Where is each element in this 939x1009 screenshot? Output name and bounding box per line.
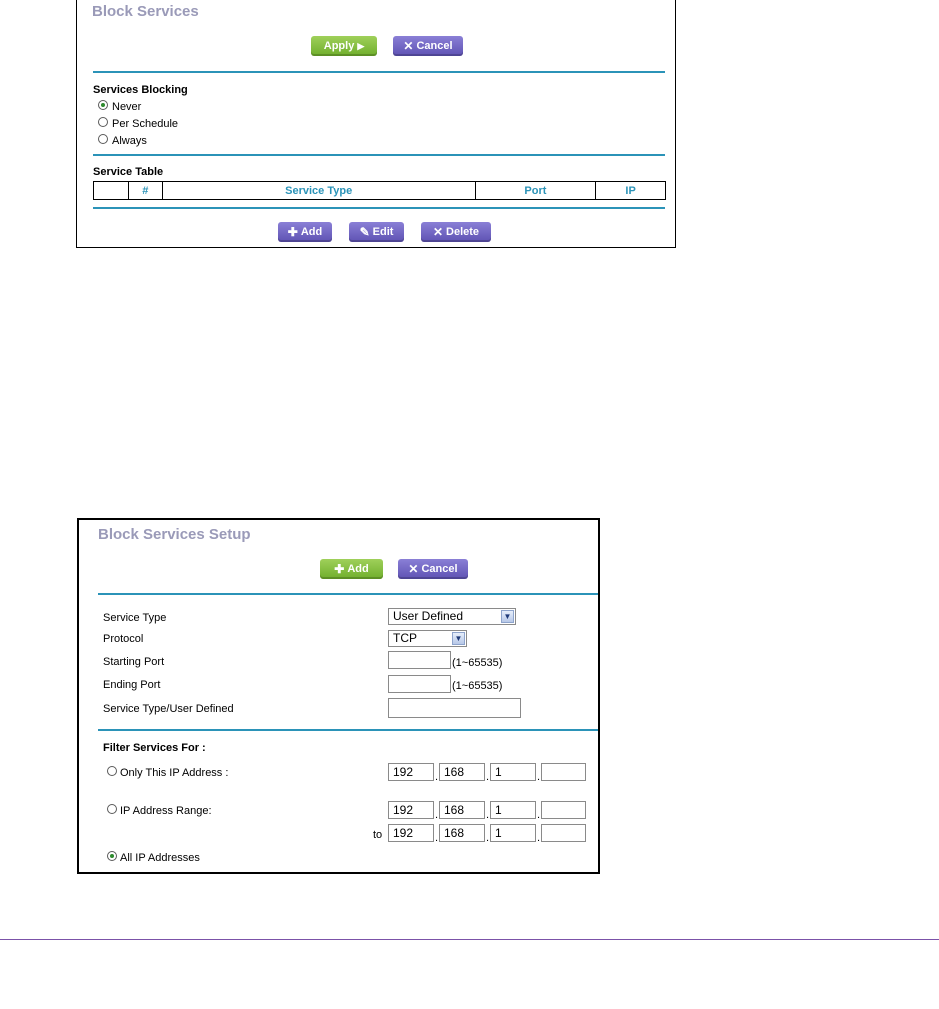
apply-button[interactable] bbox=[311, 36, 377, 56]
never-label: Never bbox=[112, 101, 142, 113]
ip-dot: . bbox=[486, 809, 490, 821]
service-user-defined-input[interactable] bbox=[388, 698, 521, 718]
add-label: Add bbox=[347, 563, 369, 575]
range-to-octet-2[interactable]: 168 bbox=[439, 824, 485, 842]
ending-port-label: Ending Port bbox=[103, 679, 161, 691]
edit-label: Edit bbox=[372, 226, 394, 238]
cancel-button[interactable] bbox=[398, 559, 468, 579]
filter-services-label: Filter Services For : bbox=[103, 742, 206, 754]
ip-dot: . bbox=[537, 832, 541, 844]
add-button[interactable] bbox=[320, 559, 383, 579]
always-label: Always bbox=[112, 135, 147, 147]
header-port: Port bbox=[475, 182, 596, 200]
edit-button[interactable] bbox=[349, 222, 404, 242]
delete-label: Delete bbox=[446, 226, 480, 238]
ip-dot: . bbox=[435, 809, 439, 821]
only-ip-radio[interactable] bbox=[107, 766, 117, 776]
range-from-octet-2[interactable]: 168 bbox=[439, 801, 485, 819]
ip-dot: . bbox=[486, 832, 490, 844]
range-to-octet-1[interactable]: 192 bbox=[388, 824, 434, 842]
ending-port-range: (1~65535) bbox=[452, 680, 503, 692]
to-label: to bbox=[373, 829, 383, 841]
protocol-value: TCP bbox=[393, 631, 417, 645]
add-label: Add bbox=[300, 226, 323, 238]
ip-dot: . bbox=[537, 809, 541, 821]
divider bbox=[93, 207, 665, 209]
footer-divider bbox=[0, 939, 939, 940]
protocol-select[interactable] bbox=[388, 630, 467, 647]
panel-title: Block Services Setup bbox=[98, 526, 251, 543]
ending-port-input[interactable] bbox=[388, 675, 451, 693]
services-blocking-label: Services Blocking bbox=[93, 84, 188, 96]
delete-button[interactable] bbox=[421, 222, 491, 242]
only-ip-octet-3[interactable]: 1 bbox=[490, 763, 536, 781]
starting-port-range: (1~65535) bbox=[452, 657, 503, 669]
cancel-button[interactable] bbox=[393, 36, 463, 56]
per-schedule-radio[interactable] bbox=[98, 117, 108, 127]
divider bbox=[93, 71, 665, 73]
range-from-octet-3[interactable]: 1 bbox=[490, 801, 536, 819]
header-select bbox=[94, 182, 129, 200]
play-icon: ▶ bbox=[357, 40, 365, 51]
starting-port-label: Starting Port bbox=[103, 656, 165, 668]
ip-range-label: IP Address Range: bbox=[120, 805, 212, 817]
chevron-down-icon: ▼ bbox=[501, 610, 514, 623]
service-table bbox=[93, 181, 666, 200]
ip-range-radio[interactable] bbox=[107, 804, 117, 814]
only-ip-label: Only This IP Address : bbox=[120, 767, 229, 779]
close-icon: ✕ bbox=[408, 562, 419, 576]
plus-icon: ✚ bbox=[334, 562, 345, 576]
range-from-octet-1[interactable]: 192 bbox=[388, 801, 434, 819]
block-services-setup-panel bbox=[77, 518, 600, 874]
per-schedule-label: Per Schedule bbox=[112, 118, 179, 130]
header-number: # bbox=[128, 182, 162, 200]
only-ip-octet-4[interactable] bbox=[541, 763, 586, 781]
ip-dot: . bbox=[486, 771, 490, 783]
divider bbox=[98, 593, 598, 595]
cancel-label: Cancel bbox=[421, 563, 458, 575]
range-to-octet-4[interactable] bbox=[541, 824, 586, 842]
starting-port-input[interactable] bbox=[388, 651, 451, 669]
panel-title: Block Services bbox=[92, 3, 199, 20]
range-from-octet-4[interactable] bbox=[541, 801, 586, 819]
table-header-row bbox=[94, 182, 666, 200]
apply-label: Apply bbox=[323, 40, 355, 52]
service-user-defined-label: Service Type/User Defined bbox=[103, 703, 234, 715]
header-service-type: Service Type bbox=[162, 182, 475, 200]
ip-dot: . bbox=[537, 771, 541, 783]
pencil-icon: ✎ bbox=[359, 225, 370, 239]
ip-dot: . bbox=[435, 832, 439, 844]
always-radio[interactable] bbox=[98, 134, 108, 144]
all-ip-label: All IP Addresses bbox=[120, 852, 200, 864]
never-radio[interactable] bbox=[98, 100, 108, 110]
only-ip-octet-1[interactable]: 192 bbox=[388, 763, 434, 781]
add-button[interactable] bbox=[278, 222, 332, 242]
chevron-down-icon: ▼ bbox=[452, 632, 465, 645]
range-to-octet-3[interactable]: 1 bbox=[490, 824, 536, 842]
service-table-label: Service Table bbox=[93, 166, 164, 178]
service-type-value: User Defined bbox=[393, 609, 464, 623]
header-ip: IP bbox=[596, 182, 666, 200]
service-type-select[interactable] bbox=[388, 608, 516, 625]
ip-dot: . bbox=[435, 771, 439, 783]
cancel-label: Cancel bbox=[416, 40, 453, 52]
protocol-label: Protocol bbox=[103, 633, 144, 645]
block-services-panel bbox=[76, 0, 676, 248]
plus-icon: ✚ bbox=[287, 225, 298, 239]
only-ip-octet-2[interactable]: 168 bbox=[439, 763, 485, 781]
all-ip-radio[interactable] bbox=[107, 851, 117, 861]
divider bbox=[93, 154, 665, 156]
close-icon: ✕ bbox=[403, 39, 414, 53]
close-icon: ✕ bbox=[432, 225, 444, 239]
service-type-label: Service Type bbox=[103, 612, 167, 624]
divider bbox=[98, 729, 598, 731]
